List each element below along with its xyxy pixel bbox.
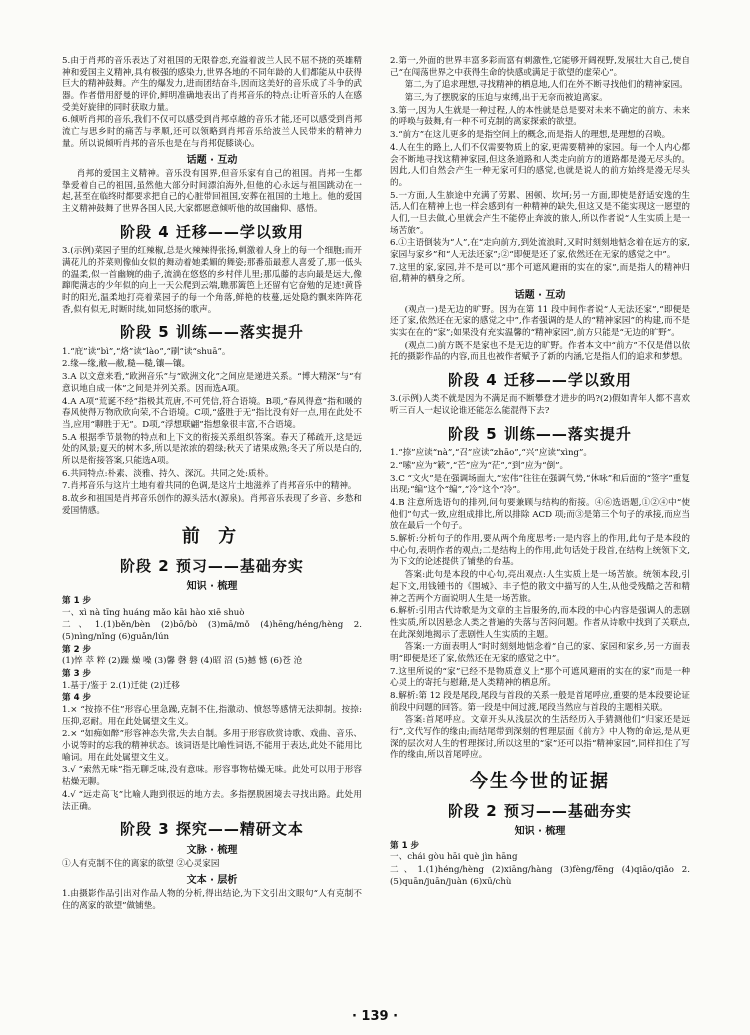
answer-item: 6.共同特点:朴素、淡雅、持久、深沉。共同之处:质朴。 [62, 468, 274, 479]
answer-item: 2.缘—缘,敝—敝,糙—糙,镶—镶。 [62, 359, 191, 370]
answer-item: 2.“嗦”应为“簌”,“芒”应为“茫”,“到”应为“倒”。 [390, 460, 569, 471]
topic-text: (观点一)是无边的旷野。因为在第 11 段中间作者说“人无法还家”,“即便是还了家,依然还在无家的感觉之中”,作者强调的是人的“精神家园”的构建,而不是实实在在的“家”;如果没有充实温馨的“精神家园”,前方只能是“无边的旷野”。 [390, 304, 690, 339]
answer-item: 6.解析:引用古代诗歌是为文章的主旨服务的,而本段的中心内容是强调人的悲剧性实质,所以因悬念人类之普遍的失落与苦闷问题。作者从诗歌中找到了关联点,在此深刻地揭示了悲剧性人生实质的主题。 [390, 606, 690, 640]
right-column [390, 56, 690, 1006]
stage-2-title: 阶段 2 预习——基础夯实 [448, 801, 632, 820]
answer-item: 4.A A项“荒诞不经”指极其荒唐,不可凭信,符合语境。B项,“春风得意”指和暖的春风使得万物欣欣向荣,不合语境。C项,“盛胜于无”指比没有好一点,用在此处不当,应用“聊胜于无”。D项,“浮想联翩”指想象很丰富,不合语境。 [62, 396, 362, 430]
answer-item: 6.①主语倒装为“人”,在“走向前方,到处流浪时,又时时刻刻地惦念着在远方的家,家园与家乡”和“人无法还家”;②“即便是还了家,依然还在无家的感觉之中”。 [390, 238, 690, 260]
answer-item: 5.解析:分析句子的作用,要从两个角度思考:一是内容上的作用,此句子是本段的中心句,表明作者的观点;二是结构上的作用,此句话处于段首,在结构上统领下文,为下文的论述提供了铺垫的台基。 [390, 534, 690, 568]
step-label: 第 4 步 [62, 693, 92, 704]
section-title: 今生今世的证据 [470, 771, 610, 793]
step-line: (1)悴 萃 粹 (2)躁 燥 噪 (3)馨 磬 磐 (4)昭 沼 (5)撼 憾 (6)苍 沧 [62, 656, 303, 667]
answer-item: 答案:一方面表明人“时时刻刻地惦念着”自己的家、家园和家乡,另一方面表明“即便是还了家,依然还在无家的感觉之中”。 [390, 642, 690, 664]
knowledge-title: 知识 · 梳理 [514, 825, 566, 837]
answer-item: 1.由摄影作品引出对作品人物的分析,得出结论,为下文引出文眼句“人有克制不住的离家的欲望”做铺垫。 [62, 889, 362, 912]
topic-text: 肖邦的爱国主义精神。音乐没有国界,但音乐家有自己的祖国。肖邦一生都挚爱着自己的祖国,虽然他大部分时间漂泊海外,但他的心永远与祖国跳动在一起,甚至在临终时都要求把自己的心脏带回祖国,安葬在祖国的土地上。他的爱国主义精神鼓舞了世界各国人民,大家都愿意倾听他的故国幽仰、感悟。 [62, 169, 362, 215]
stage-3-title: 阶段 3 探究——精研文本 [120, 820, 304, 839]
answer-item: 8.解析:第 12 段是尾段,尾段与首段的关系一般是首尾呼应,重要的是本段要论证前段中问题的回答。第一段是中间过渡,尾段当然应与首段的主题相关联。 [390, 691, 690, 713]
answer-item: 7.这里的家,家园,并不是可以“那个可遮风避雨的实在的家”,而是指人的精神归宿,精神的栖身之所。 [390, 262, 690, 285]
section-title: 前 方 [181, 526, 243, 548]
step-label: 第 3 步 [62, 668, 92, 679]
answer-item: 5.一方面,人生旅途中充满了劳累、困顿、坎坷;另一方面,即使是舒适安逸的生活,人们在精神上也一样会感到有一种精神的缺失,但这又是不能实现这一愿望的人们,一旦去做,心里就会产生不能停止奔波的旅人,所以作者说“人生实质上是一场苦旅”。 [390, 190, 690, 236]
stage-4-text: 3.(示例)菜园子里的红辣椒,总是火辣辣得张扬,刺激着人身上的每一个细胞;而开满花儿的芥菜则像仙女似的舞动着她柔媚的舞姿;那番茄最惹人喜爱了,那一低头的温柔,似一首幽婉的曲子,流淌在悠悠的乡村伴儿里;那瓜藤的志向最是远大,像蹿爬满志的少年似的向上一天公爬到云端,瞧那篱笆上还留有它奋勉的足迹!黄昏时的阳光,温柔地打亮着菜园子的每一个角落,鲜艳的枝蔓,远处隐约飘来阵阵花香,似有似无,时断时续,如同悠扬的歌声。 [62, 246, 362, 315]
answer-item: 第二,为了追求理想,寻找精神的栖息地,人们在外不断寻找他们的精神家园。 [404, 80, 688, 91]
topic-title: 话题 · 互动 [514, 290, 566, 302]
answer-item: 1.“庇”读“bì”,“烙”读“lào”,“刷”读“shuā”。 [62, 346, 231, 357]
context-title: 文脉 · 梳理 [186, 844, 238, 856]
stage-5-title: 阶段 5 训练——落实提升 [448, 424, 632, 443]
answer-item: 5.A 根据季节景物的特点和上下文的衔接关系组织答案。春天了稀疏开,这是远处的风景;夏天的树木多,所以是浓浓的碧绿;秋天了诸果成熟;冬天了所以是白的,所以是衔接答案,只能选A项。 [62, 432, 362, 466]
answer-item: 4.人在生的路上,人们不仅需要物质上的家,更需要精神的家园。每一个人内心都会不断地寻找这精神家园,但这条道路和人类走向前方的道路都是漫无尽头的。因此,人们自然会产生一种无家可归的感觉,也就是说人的前方始终是漫无尽头的。 [390, 142, 690, 188]
step-line: 3.√ “索然无味”指无聊乏味,没有意味。形容事物枯燥无味。此处可以用于形容枯燥无聊。 [62, 765, 362, 788]
stage-4-text: 3.(示例)人类不就是因为不满足而不断攀登才进步的吗?(2)假如青年人都不喜欢听三百人一起议论谁还能怎么能混得下去? [390, 394, 690, 417]
stage-5-title: 阶段 5 训练——落实提升 [120, 323, 304, 342]
answer-item: 答案:首尾呼应。文章开头从浅层次的生活经历入手猜测他们“归家还是远行”,文代写作的缘由;而结尾带到深刻的哲理层面《前方》中人物的命运,是从更深的层次对人生的哲理探讨,所以这里的“家”还可以指“精神家园”,同样扣住了写作的缘由,所以首尾呼应。 [390, 715, 690, 761]
answer-item: 3.C “文火”是在强调场面大,“宏伟”往往在强调气势,“休咏”和后面的“签字”重复出现;“编”这个“编”,“冷”这个“冷”。 [390, 473, 690, 496]
page [62, 56, 690, 1006]
answer-item: 第三,为了摆脱家的压迫与束缚,出于无奈而被迫离家。 [404, 93, 608, 104]
answer-item: 2.第一,外面的世界丰富多彩而富有刺激性,它能够开阔视野,发展壮大自己,使自己“在闯荡世界之中获得生命的快感或满足于欲望的虚荣心”。 [390, 56, 690, 78]
step-line: 二、1.(1)héng/hèng (2)xiāng/hàng (3)fèng/fēng (4)qiāo/qiǎo 2.(5)quān/juān/juàn (6)xū/chù [390, 864, 690, 887]
step-line: 一、xì nà tīng huáng mǎo kāi hào xiē shuò [62, 607, 245, 618]
context-text: ①人有克制不住的离家的欲望 ②心灵家园 [62, 859, 220, 870]
answer-item: 5.由于肖邦的音乐表达了对祖国的无限眷恋,充溢着波兰人民不屈不挠的英雄精神和爱国主义精神,具有极强的感染力,世界各地的不同年龄的人们都能从中获得巨大的精神鼓舞。产生的爆发力,进而团结奋斗,因而这美好的音乐成了斗争的武器。作者借用舒曼的评价,鲜明准确地表出了肖邦音乐的特点:让听音乐的人在感受美好旋律的同时获取力量。 [62, 56, 362, 113]
page-number: · 139 · [351, 1009, 399, 1024]
answer-item: 1.“捺”应读“nà”,“召”应读“zhāo”,“兴”应读“xìng”。 [390, 448, 592, 459]
step-line: 一、chái gòu hāi què jìn hāng [390, 852, 518, 863]
step-label: 第 1 步 [390, 840, 420, 851]
answer-item: 3.A 以文意来看,“欧洲音乐”与“欧洲文化”之间应是递进关系。“博大精深”与“有意识地自成一体”之间是并列关系。因而选A项。 [62, 372, 362, 394]
answer-item: 7.肖邦音乐与这片土地有着共同的色调,是这片土地滋养了肖邦音乐中的精神。 [62, 481, 357, 492]
answer-item: 3.“前方”在这儿更多的是指空间上的概念,而是指人的理想,是理想的召唤。 [390, 130, 671, 141]
stage-4-title: 阶段 4 迁移——学以致用 [448, 371, 632, 390]
answer-item: 3.第一,因为人生就是一种过程,人的本性就是总是要对未来不确定的前方、未来的呼唤与鼓舞,有一种不可克制的离家探索的欲望。 [390, 105, 690, 128]
knowledge-title: 知识 · 梳理 [186, 581, 238, 593]
step-line: 1.× “按捺不住”形容心里急躁,克制不住,指激动、愤怒等感情无法抑制。按捺:压抑,忍耐。用在此处属望文生义。 [62, 705, 362, 727]
answer-item: 4.B 注意所选语句的排列,问句要兼顾与结构的衔接。④⑥选语题,①②④中“使他们”句式一致,应组成排比,所以排除 ACD 项;而③是第三个句子的承接,而应当放在最后一个句子。 [390, 498, 690, 532]
step-line: 4.√ “远走高飞”比喻人跑到很远的地方去。多指摆脱困境去寻找出路。此处用法正确。 [62, 789, 362, 812]
step-line: 二、1.(1)běn/bèn (2)bō/bò (3)mā/mǒ (4)hēng/héng/hèng 2.(5)nìng/nǐng (6)guǎn/lún [62, 620, 362, 642]
stage-4-title: 阶段 4 迁移——学以致用 [120, 222, 304, 241]
answer-item: 7.这里所说的“家”已经不是物质意义上“那个可遮风避雨的实在的家”而是一种心灵上的寄托与慰藉,是人类精神的栖息所。 [390, 666, 690, 689]
answer-item: 答案:此句是本段的中心句,亮出观点:人生实质上是一场苦旅。统领本段,引起下文,用钱锺书的《围城》、丰子恺的散文中描写的人生,从他受残酷之苦和精神之苦两个方面说明人生是一场苦旅。 [390, 570, 690, 604]
topic-text: (观点二)前方既不是家也不是无边的旷野。作者本文中“前方”不仅是借以依托的摄影作品的内容,而且也被作者赋予了新的内涵,它是指人们的追求和梦想。 [390, 340, 690, 363]
step-label: 第 1 步 [62, 595, 92, 606]
left-column [62, 56, 362, 1006]
answer-item: 8.故乡和祖国是肖邦音乐创作的源头活水(源泉)。肖邦音乐表现了乡音、乡愁和爱国情感。 [62, 494, 362, 516]
step-line: 2.× “如痴如醉”形容神态失常,失去自制。多用于形容欣赏诗歌、戏曲、音乐、小说等时的忘我的精神状态。该词语是比喻性词语,不能用于表达,此处不能用比喻词。用在此处属望文生义。 [62, 729, 362, 763]
text-layer-title: 文本 · 层析 [186, 874, 238, 886]
step-label: 第 2 步 [62, 644, 92, 655]
answer-item: 6.倾听肖邦的音乐,我们不仅可以感受到肖邦卓越的音乐才能,还可以感受到肖邦流亡与思乡时的痛苦与孝顺,还可以领略到肖邦音乐给波兰人民带来的精神力量。所以说倾听肖邦的音乐也是在与肖邦促膝谈心。 [62, 115, 362, 149]
topic-title: 话题 · 互动 [186, 154, 238, 166]
step-line: 1.基于/鉴于 2.(1)迁徙 (2)迁移 [62, 680, 180, 691]
stage-2-title: 阶段 2 预习——基础夯实 [120, 556, 304, 575]
